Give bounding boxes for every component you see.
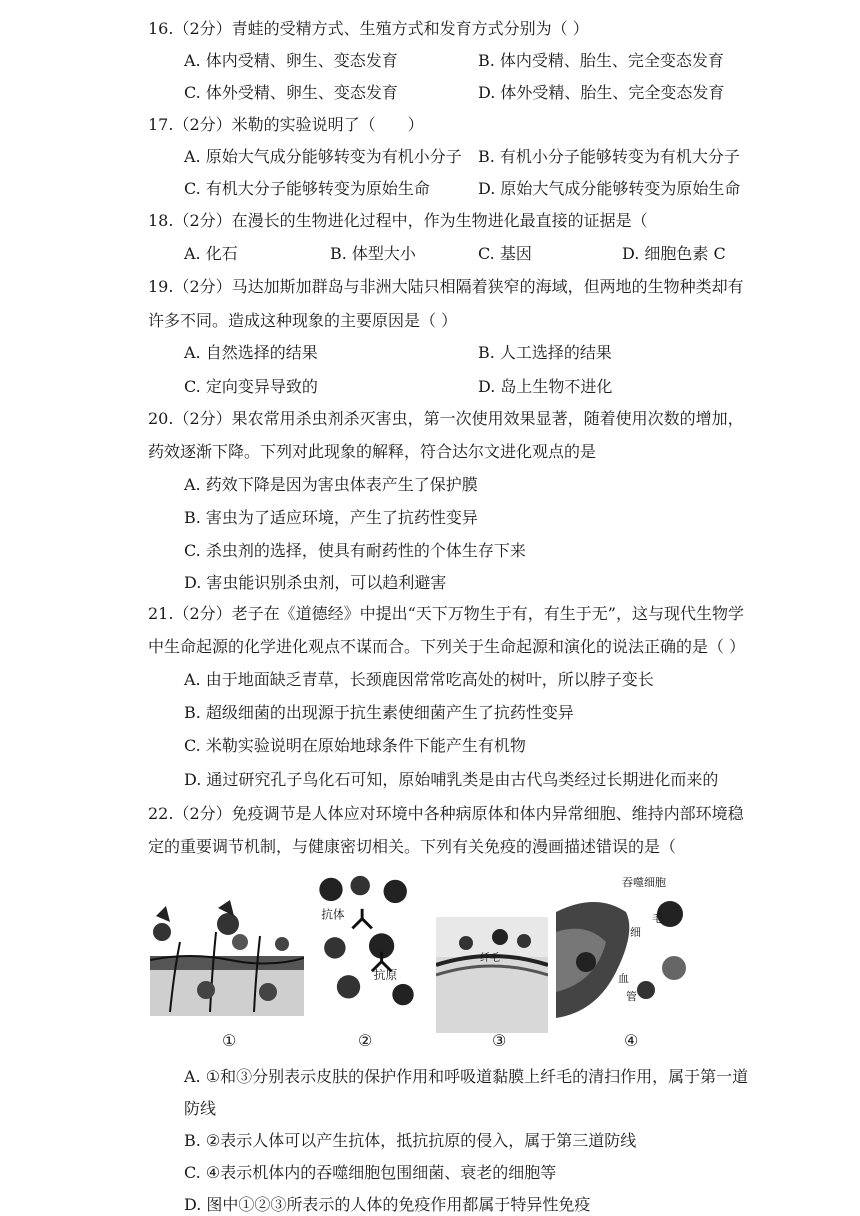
q21-option-c: C. 米勒实验说明在原始地球条件下能产生有机物 xyxy=(184,736,526,755)
q16-stem: 16.（2分）青蛙的受精方式、生殖方式和发育方式分别为（ ） xyxy=(148,19,589,38)
q21-option-a: A. 由于地面缺乏青草，长颈鹿因常常吃高处的树叶，所以脖子变长 xyxy=(184,670,654,689)
q18-option-c: C. 基因 xyxy=(478,244,532,263)
q22-option-b: B. ②表示人体可以产生抗体，抵抗抗原的侵入，属于第三道防线 xyxy=(184,1131,637,1150)
q19-stem-line2: 许多不同。造成这种现象的主要原因是（ ） xyxy=(148,311,458,330)
capillary-char-3: 血 xyxy=(618,972,629,985)
q16-option-c: C. 体外受精、卵生、变态发育 xyxy=(184,83,398,102)
q17-option-c: C. 有机大分子能够转变为原始生命 xyxy=(184,179,430,198)
image-label-4: ④ xyxy=(624,1031,639,1050)
q21-option-d: D. 通过研究孔子鸟化石可知，原始哺乳类是由古代鸟类经过长期进化而来的 xyxy=(184,770,719,789)
q18-option-a: A. 化石 xyxy=(184,244,238,263)
q20-option-a: A. 药效下降是因为害虫体表产生了保护膜 xyxy=(184,475,478,494)
q17-stem: 17.（2分）米勒的实验说明了（ ） xyxy=(148,115,424,134)
q17-option-b: B. 有机小分子能够转变为有机大分子 xyxy=(478,147,740,166)
q19-option-a: A. 自然选择的结果 xyxy=(184,343,318,362)
q16-option-b: B. 体内受精、胎生、完全变态发育 xyxy=(478,51,724,70)
phagocyte-cartoon-image xyxy=(556,872,706,1018)
q20-option-b: B. 害虫为了适应环境，产生了抗药性变异 xyxy=(184,508,478,527)
image-label-3: ③ xyxy=(492,1031,507,1050)
phagocyte-label: 吞噬细胞 xyxy=(622,876,666,889)
cilia-cartoon-image xyxy=(436,902,548,1048)
q22-option-c: C. ④表示机体内的吞噬细胞包围细菌、衰老的细胞等 xyxy=(184,1163,557,1182)
q16-option-a: A. 体内受精、卵生、变态发育 xyxy=(184,51,398,70)
q20-stem-line2: 药效逐渐下降。下列对此现象的解释，符合达尔文进化观点的是 xyxy=(148,442,597,461)
q21-option-b: B. 超级细菌的出现源于抗生素使细菌产生了抗药性变异 xyxy=(184,703,574,722)
q20-option-d: D. 害虫能识别杀虫剂，可以趋利避害 xyxy=(184,573,447,592)
capillary-char-2: 细 xyxy=(630,926,641,939)
skin-cartoon-image xyxy=(150,872,304,1018)
q19-stem-line1: 19.（2分）马达加斯加群岛与非洲大陆只相隔着狭窄的海域，但两地的生物种类却有 xyxy=(148,277,744,296)
q22-option-a-line1: A. ①和③分别表示皮肤的保护作用和呼吸道黏膜上纤毛的清扫作用，属于第一道 xyxy=(184,1067,749,1086)
q17-option-d: D. 原始大气成分能够转变为原始生命 xyxy=(478,179,741,198)
image-label-1: ① xyxy=(222,1031,237,1050)
q20-option-c: C. 杀虫剂的选择，使具有耐药性的个体生存下来 xyxy=(184,541,526,560)
q21-stem-line2: 中生命起源的化学进化观点不谋而合。下列关于生命起源和演化的说法正确的是（ ） xyxy=(148,637,746,656)
q18-option-b: B. 体型大小 xyxy=(330,244,416,263)
antibody-cartoon-image xyxy=(312,870,422,1016)
antibody-label: 抗体 xyxy=(321,907,345,922)
q19-option-b: B. 人工选择的结果 xyxy=(478,343,612,362)
q19-option-c: C. 定向变异导致的 xyxy=(184,377,318,396)
q22-option-a-line2: 防线 xyxy=(184,1099,217,1118)
antigen-label: 抗原 xyxy=(373,968,398,983)
q19-option-d: D. 岛上生物不进化 xyxy=(478,377,613,396)
q16-option-d: D. 体外受精、胎生、完全变态发育 xyxy=(478,83,725,102)
q22-option-d: D. 图中①②③所表示的人体的免疫作用都属于特异性免疫 xyxy=(184,1195,591,1214)
q18-stem: 18.（2分）在漫长的生物进化过程中，作为生物进化最直接的证据是（ xyxy=(148,211,648,230)
capillary-char-4: 管 xyxy=(626,990,637,1003)
q18-option-d: D. 细胞色素 C xyxy=(622,244,726,263)
q17-option-a: A. 原始大气成分能够转变为有机小分子 xyxy=(184,147,462,166)
image-label-2: ② xyxy=(358,1031,373,1050)
q22-stem-line2: 定的重要调节机制，与健康密切相关。下列有关免疫的漫画描述错误的是（ xyxy=(148,837,677,856)
cilia-label: 纤毛 xyxy=(480,953,500,964)
capillary-char-1: 毛 xyxy=(652,912,663,925)
q21-stem-line1: 21.（2分）老子在《道德经》中提出“天下万物生于有，有生于无”，这与现代生物学 xyxy=(148,604,744,623)
q20-stem-line1: 20.（2分）果农常用杀虫剂杀灭害虫，第一次使用效果显著，随着使用次数的增加， xyxy=(148,409,744,428)
q22-stem-line1: 22.（2分）免疫调节是人体应对环境中各种病原体和体内异常细胞、维持内部环境稳 xyxy=(148,804,744,823)
